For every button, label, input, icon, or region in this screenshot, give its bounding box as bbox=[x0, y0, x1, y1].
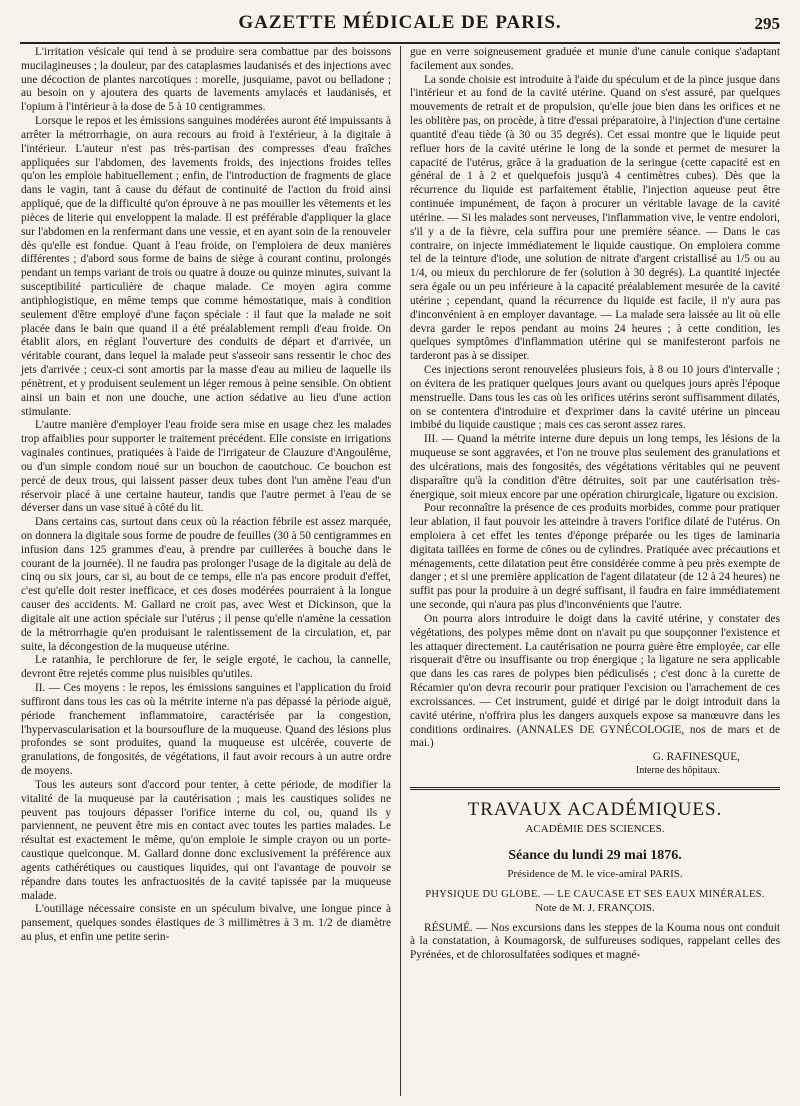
right-column bbox=[410, 46, 780, 963]
paragraph: Le ratanhia, le perchlorure de fer, le seigle ergoté, le cachou, la cannelle, devront être rejetés comme plus nuisibles qu'utiles. bbox=[21, 654, 391, 681]
journal-title: GAZETTE MÉDICALE DE PARIS. bbox=[238, 12, 562, 33]
summary-paragraph: RÉSUMÉ. — Nos excursions dans les steppes de la Kouma nous ont conduit à la constatation, à Koumagorsk, de sulfureuses sodiques, rappelant celles des Pyrénées, et de chlorosulfatées sodiques et magné- bbox=[410, 921, 780, 962]
page-number: 295 bbox=[754, 14, 780, 33]
section-divider bbox=[410, 787, 780, 790]
presidency: Présidence de M. le vice-amiral PARIS. bbox=[507, 867, 683, 880]
paragraph: Pour reconnaître la présence de ces produits morbides, comme pour pratiquer leur ablation, il faut pouvoir les atteindre à travers l'orifice dilaté de l'utérus. On emploiera à cet effet les tentes d'éponge préparée ou les tiges de laminaria digitata taillées en forme de cônes ou de cylindres. Pratiquée avec précautions et ménagements, cette dilatation peut être considérée comme à peu près exempte de danger ; et si une première application de l'agent dilatateur (de 12 à 24 heures) ne suffit pas pour la produire à un degré suffisant, il faudra en faire immédiatement une seconde, qui n'aura pas plus d'inconvénients que l'autre. bbox=[410, 502, 780, 612]
section-title: TRAVAUX ACADÉMIQUES. bbox=[467, 799, 723, 821]
paragraph: La sonde choisie est introduite à l'aide du spéculum et de la pince jusque dans l'intérieur et au fond de la cavité utérine. Quand on s'est assuré, par quelques mouvements de retrait et de propulsion, qu'elle joue bien dans les orifices et ne les oblitère pas, on procède, à titre d'essai préparatoire, à l'injection d'une certaine quantité d'eau tiède (à 30 ou 35 degrés). Cet essai montre que le liquide peut refluer hors de la cavité utérine le long de la sonde et permet de mesurer la capacité de l'utérus, grâce à la graduation de la seringue (cette capacité est en général de 1 à 2 et quelquefois jusqu'à 4 centimètres cubes). Dès que la récurrence du liquide est parfaitement établie, l'injection aqueuse peut être continuée impunément, de façon à procurer un véritable lavage de la cavité utérine. — Si les malades sont nerveuses, l'inflammation vive, le ventre endolori, s'il y a de la fièvre, cela suffira pour une première séance. — Dans le cas contraire, on injecte immédiatement le liquide caustique. On emploiera comme tel de la teinture d'iode, une solution de nitrate d'argent cristallisé au 1/5 ou au 1/4, ou mieux du perchlorure de fer (solution à 30 degrés). La quantité injectée sera égale ou un peu inférieure à la capacité préalablement mesurée de la cavité utérine ; cependant, quand la récurrence du liquide est facile, il n'y aura pas d'inconvénient à en employer davantage. — La malade sera laissée au lit où elle devra garder le repos pendant au moins 24 heures ; à cette condition, les quelques symptômes d'inflammation utérine qui se manifesteront parfois ne tarderont pas à se dissiper. bbox=[410, 73, 780, 363]
paragraph: On pourra alors introduire le doigt dans la cavité utérine, y constater des végétations, des polypes même dont on n'avait pu que soupçonner l'existence et les attaquer directement. La cautérisation ne pourra guère être employée, car elle risquerait d'être ou insuffisante ou trop énergique ; la ligature ne sera applicable que dans les cas rares de polypes bien pédiculisés ; c'est donc à la curette de Récamier qu'on devra recourir pour pratiquer l'excision ou l'arrachement de ces excroissances. — Cet instrument, guidé et dirigé par le doigt introduit dans la cavité utérine, n'offrira plus les dangers auxquels expose sa manœuvre dans les conditions ordinaires. (ANNALES DE GYNÉCOLOGIE, nos de mars et de mai.) bbox=[410, 612, 780, 750]
paragraph: Tous les auteurs sont d'accord pour tenter, à cette période, de modifier la vitalité de la muqueuse par la cautérisation ; mais les caustiques solides ne peuvent pas toujours dépasser l'orifice interne du col, ou, quand ils y parviennent, ne peuvent être mis en contact avec toutes les parties malades. Le résultat est exactement le même, qu'on emploie le simple crayon ou un porte-caustique quelconque. M. Gallard donne donc exclusivement la préférence aux agents cathérétiques ou caustiques liquides, qui ont l'avantage de pouvoir se répandre dans toutes les anfractuosités de la cavité tapissée par la muqueuse malade. bbox=[21, 778, 391, 902]
paragraph: Ces injections seront renouvelées plusieurs fois, à 8 ou 10 jours d'intervalle ; on évitera de les pratiquer quelques jours avant ou quelques jours après l'époque menstruelle. Dans tous les cas où les orifices utérins seront suffisamment dilatés, on se contentera d'introduire et d'exprimer dans la cavité utérine un pinceau imbibé du liquide caustique ; mais ces cas seront assez rares. bbox=[410, 364, 780, 432]
paragraph: Lorsque le repos et les émissions sanguines modérées auront été impuissants à arrêter la métrorrhagie, on aura recours au froid à l'extérieur, à la digitale à l'intérieur. L'auteur n'est pas très-partisan des compresses d'eau fraîches appliquées sur l'abdomen, des lavements froids, des injections froides telles qu'on les emploie habituellement ; enfin, de l'introduction de fragments de glace dans le vagin, tant à cause du défaut de continuité de l'action du froid ainsi appliqué, que de la difficulté qu'on éprouve à ne pas mouiller les vêtements et les pièces de literie qui enveloppent la malade. Il est préférable d'appliquer la glace sur l'abdomen en la renfermant dans une vessie, et en ayant soin de la renouveler dès qu'elle est fondue. Quant à l'eau froide, on l'emploiera de deux manières différentes ; d'abord sous forme de bains de siège à courant continu, prolongés pendant un temps variant de trois ou quatre à douze ou quinze minutes, suivant la susceptibilité particulière de chaque malade. Ce moyen agira comme antiphlogistique, en même temps que comme hémostatique, mais à condition seulement d'être employé d'une façon spéciale : il faut que la malade ne soit placée dans le bain que quand il a été préalablement rempli d'eau froide. On établit alors, en réglant l'ouverture des conduits de départ et d'arrivée, un véritable courant, dans lequel la malade peut s'asseoir sans ressentir le choc des jets d'arrivée ; ceux-ci sont amortis par la masse d'eau au milieu de laquelle ils pénètrent, et y produisent seulement un léger remous à peine sensible. On obtient ainsi un bain et non une douche, une action sédative au lieu d'une action stimulante. bbox=[21, 115, 391, 418]
paragraph: II. — Ces moyens : le repos, les émissions sanguines et l'application du froid suffiront dans tous les cas où la métrite interne n'a pas dépassé la période aiguë, période franchement inflammatoire, caractérisée par la congestion, l'hypervascularisation et la boursouflure de la muqueuse. Quand des lésions plus profondes se sont produites, quand la muqueuse est ulcérée, couverte de granulations, de fongosités, de végétations, il faut avoir recours à un autre ordre de moyens. bbox=[21, 682, 391, 778]
paragraph: Dans certains cas, surtout dans ceux où la réaction fébrile est assez marquée, on donnera la digitale sous forme de poudre de feuilles (30 à 50 centigrammes en infusion dans 125 grammes d'eau, à prendre par cuillerées à bouche dans le courant de la journée). Il ne faudra pas prolonger l'usage de la digitale au delà de cinq ou six jours, car si, au bout de ce temps, elle n'a pas encore produit d'effet, c'est qu'elle doit rester inefficace, et ces doses modérées pourraient à la longue causer des accidents. M. Gallard ne croit pas, avec West et Dickinson, que la digitale ait une action spéciale sur l'utérus ; il pense qu'elle n'amène la cessation de la métrorrhagie qu'en produisant le ralentissement de la circulation, et, par suite, la décongestion de la muqueuse utérine. bbox=[21, 516, 391, 653]
paragraph: L'autre manière d'employer l'eau froide sera mise en usage chez les malades trop affaiblies pour supporter le traitement précédent. Elle consiste en irrigations vaginales continues, pratiquées à l'aide de l'irrigateur de Clauzure d'Angoulême, ou d'un simple condom noué sur un bouchon de caoutchouc. Ce bouchon est percé de deux trous, qui laissent passer deux tubes dont l'un amène l'eau d'un réservoir placé à une certaine hauteur, tandis que l'autre permet à l'eau de se déverser dans un vase situé à côté du lit. bbox=[21, 419, 391, 515]
left-column bbox=[21, 46, 391, 945]
session-date: Séance du lundi 29 mai 1876. bbox=[508, 847, 682, 863]
paragraph: L'irritation vésicale qui tend à se produire sera combattue par des boissons mucilagineuses ; la douleur, par des cataplasmes laudanisés et des injections avec une décoction de plantes narcotiques : morelle, jusquiame, pavot ou belladone ; au besoin on y ajoutera des quarts de lavements amylacés et laudanisés, et l'opium à l'intérieur à la dose de 5 à 10 centigrammes. bbox=[21, 46, 391, 114]
note-author: Note de M. J. FRANÇOIS. bbox=[535, 902, 655, 915]
page-header bbox=[20, 10, 780, 44]
paragraph: L'outillage nécessaire consiste en un spéculum bivalve, une longue pince à pansement, quelques sondes élastiques de 3 millimètres à 3 m. 1/2 de diamètre au plus, et enfin une petite serin- bbox=[21, 903, 391, 943]
paragraph: gue en verre soigneusement graduée et munie d'une canule conique s'adaptant facilement aux sondes. bbox=[410, 46, 780, 72]
section-subtitle: ACADÉMIE DES SCIENCES. bbox=[525, 823, 665, 836]
topic-heading: PHYSIQUE DU GLOBE. — LE CAUCASE ET SES EAUX MINÉRALES. bbox=[425, 889, 765, 901]
column-divider bbox=[400, 46, 401, 1096]
author-signature: G. RAFINESQUE, bbox=[652, 751, 740, 764]
author-role: Interne des hôpitaux. bbox=[635, 765, 720, 777]
paragraph: III. — Quand la métrite interne dure depuis un long temps, les lésions de la muqueuse se sont aggravées, et l'on ne trouve plus seulement des granulations et des ulcérations, mais des fongosités, des végétations véritables qui ne peuvent disparaître qu'à la condition d'être détruites, soit par une cautérisation très-énergique, soit mieux encore par une opération chirurgicale, ligature ou excision. bbox=[410, 433, 780, 501]
